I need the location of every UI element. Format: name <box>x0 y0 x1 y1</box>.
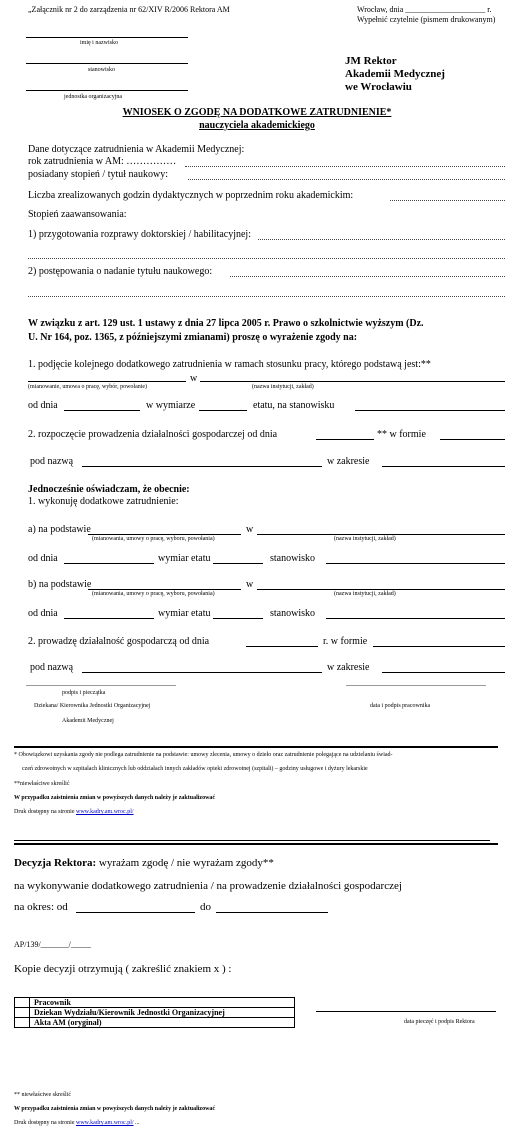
bottom-print-tail: ... <box>133 1120 140 1126</box>
addressee-line-2: Akademii Medycznej <box>345 68 445 80</box>
print-url-link[interactable]: www.kadry.am.wroc.pl/ <box>76 809 134 815</box>
copies-checkbox-dean[interactable] <box>15 1008 30 1018</box>
request-text-line-1: W związku z art. 129 ust. 1 ustawy z dnia 27 lipca 2005 r. Prawo o szkolnictwie wyższym (Dz. <box>28 318 424 329</box>
copies-label: Kopie decyzji otrzymują ( zakreślić znakiem x ) : <box>14 963 232 975</box>
print-availability-label: Druk dostępny na stronie <box>14 809 75 815</box>
addressee-line-3: we Wrocławiu <box>345 81 412 93</box>
copies-checkbox-employee[interactable] <box>15 998 30 1008</box>
business-form-label: ** w formie <box>377 429 426 440</box>
dean-signature-line[interactable] <box>26 685 176 686</box>
request-item-2: 2. rozpoczęcie prowadzenia działalności gospodarczej od dnia <box>28 429 278 440</box>
footnote-2: **niewłaściwe skreślić <box>14 781 70 787</box>
declaration-name-field[interactable] <box>82 672 322 673</box>
position-line[interactable] <box>26 63 188 64</box>
copies-row <box>15 998 295 1008</box>
declaration-b-basis-field[interactable] <box>88 589 241 590</box>
decision-reference: AP/139/_______/_____ <box>14 940 91 949</box>
declaration-item-1: 1. wykonuję dodatkowe zatrudnienie: <box>28 496 179 507</box>
degree-field[interactable] <box>188 179 505 180</box>
request-from-label: od dnia <box>28 400 58 411</box>
declaration-b-label: b) na podstawie <box>28 579 92 590</box>
declaration-business-form-label: r. w formie <box>323 636 368 647</box>
unit-line[interactable] <box>26 90 188 91</box>
teaching-hours-field[interactable] <box>390 200 505 201</box>
request-position-field[interactable] <box>355 410 505 411</box>
footnote-1-line-2: czeń zdrowotnych w szpitalach klinicznych lub oddziałach innych zakładów opieki zdrowotnej (szpitali) – godziny usługowe i dyżury lekarskie <box>22 766 368 772</box>
bottom-note-2: W przypadku zaistnienia zmian w powyższych danych należy je zaktualizować <box>14 1106 216 1112</box>
employment-year-label: rok zatrudnienia w AM: …………… <box>28 156 177 167</box>
position-caption: stanowisko <box>88 67 115 73</box>
request-w-label: w <box>190 373 198 384</box>
progress-dissertation-field[interactable] <box>258 239 505 240</box>
request-item-1: 1. podjęcie kolejnego dodatkowego zatrudnienia w ramach stosunku pracy, którego podstawą jest:** <box>28 359 431 370</box>
declaration-b-position-field[interactable] <box>326 618 505 619</box>
footnote-1-line-1: * Obowiązkowi uzyskania zgody nie podlega zatrudnienie na podstawie: umowy zlecenia, umowy o dzieło oraz zatrudnienie polegające na udzielaniu świad- <box>14 752 393 758</box>
period-from-field[interactable] <box>76 912 195 913</box>
declaration-a-label: a) na podstawie <box>28 524 91 535</box>
bottom-note-1: ** niewłaściwe skreślić <box>14 1092 71 1098</box>
employment-data-heading: Dane dotyczące zatrudnienia w Akademii Medycznej: <box>28 144 245 155</box>
business-name-label: pod nazwą <box>30 456 74 467</box>
request-basis-line[interactable] <box>28 381 186 382</box>
fill-instruction: Wypełnić czytelnie (pismem drukowanym) <box>357 15 496 24</box>
business-form-field[interactable] <box>440 439 505 440</box>
request-text-line-2: U. Nr 164, poz. 1365, z późniejszymi zmianami) proszę o wyrażenie zgody na: <box>28 332 358 343</box>
declaration-b-institution-hint: (nazwa instytucji, zakład) <box>334 591 396 597</box>
declaration-a-w: w <box>246 524 254 535</box>
period-to-field[interactable] <box>216 912 328 913</box>
declaration-a-fte-label: wymiar etatu <box>158 553 211 564</box>
period-from-label: na okres: od <box>14 901 68 913</box>
request-fte-field[interactable] <box>199 410 247 411</box>
employee-signature-line[interactable] <box>346 685 486 686</box>
print-availability <box>14 809 134 815</box>
business-name-field[interactable] <box>82 466 322 467</box>
form-title: WNIOSEK O ZGODĘ NA DODATKOWE ZATRUDNIENIE* <box>122 107 392 118</box>
declaration-b-fte-field[interactable] <box>213 618 263 619</box>
name-line[interactable] <box>26 37 188 38</box>
bottom-print-label: Druk dostępny na stronie <box>14 1120 75 1126</box>
declaration-a-institution-hint: (nazwa instytucji, zakład) <box>334 536 396 542</box>
declaration-business-form-field[interactable] <box>373 646 505 647</box>
copies-recipient-label: Dziekan Wydziału/Kierownik Jednostki Organizacyjnej <box>30 1008 295 1018</box>
declaration-scope-field[interactable] <box>382 672 505 673</box>
business-scope-field[interactable] <box>382 466 505 467</box>
dean-signature-caption: podpis i pieczątka <box>62 690 106 696</box>
declaration-b-fte-label: wymiar etatu <box>158 608 211 619</box>
declaration-a-basis-field[interactable] <box>88 534 241 535</box>
request-from-field[interactable] <box>64 410 140 411</box>
decision-separator-thin <box>14 840 490 841</box>
declaration-a-position-field[interactable] <box>326 563 505 564</box>
dean-signature-role: Dziekana/ Kierownika Jednostki Organizacyjnej <box>34 703 151 709</box>
declaration-a-institution-field[interactable] <box>257 534 505 535</box>
declaration-b-w: w <box>246 579 254 590</box>
request-position-label: etatu, na stanowisku <box>253 400 335 411</box>
copies-recipient-label: Pracownik <box>30 998 295 1008</box>
teaching-hours-label: Liczba zrealizowanych godzin dydaktycznych w poprzednim roku akademickim: <box>28 190 354 201</box>
declaration-business-start-field[interactable] <box>246 646 318 647</box>
annex-reference: „Załącznik nr 2 do zarządzenia nr 62/XIV R/2006 Rektora AM <box>28 5 230 14</box>
name-caption: imię i nazwisko <box>80 40 118 46</box>
bottom-print-availability <box>14 1120 140 1126</box>
copies-checkbox-archive[interactable] <box>15 1018 30 1028</box>
declaration-name-label: pod nazwą <box>30 662 74 673</box>
copies-row <box>15 1008 295 1018</box>
degree-label: posiadany stopień / tytuł naukowy: <box>28 169 168 180</box>
rector-decision-text: wyrażam zgodę / nie wyrażam zgody** <box>96 857 274 869</box>
request-institution-hint: (nazwa instytucji, zakład) <box>252 384 314 390</box>
rector-signature-line[interactable] <box>316 1011 496 1012</box>
form-subtitle: nauczyciela akademickiego <box>199 120 315 131</box>
employee-signature-caption: data i podpis pracownika <box>370 703 431 709</box>
declaration-b-from-field[interactable] <box>64 618 154 619</box>
progress-title-field-2[interactable] <box>28 296 505 297</box>
copies-row <box>15 1018 295 1028</box>
progress-label: Stopień zaawansowania: <box>28 209 127 220</box>
request-institution-line[interactable] <box>200 381 505 382</box>
declaration-item-2: 2. prowadzę działalność gospodarczą od dnia <box>28 636 210 647</box>
declaration-a-position-label: stanowisko <box>270 553 315 564</box>
dean-signature-institution: Akademii Medycznej <box>62 718 114 724</box>
declaration-a-from-label: od dnia <box>28 553 58 564</box>
business-scope-label: w zakresie <box>327 456 370 467</box>
bottom-print-url-link[interactable]: www.kadry.am.wroc.pl/ <box>76 1120 134 1126</box>
declaration-b-from-label: od dnia <box>28 608 58 619</box>
declaration-b-position-label: stanowisko <box>270 608 315 619</box>
copies-table <box>14 997 295 1028</box>
city-date-field[interactable]: Wrocław, dnia ____________________ r. <box>357 5 492 14</box>
rector-signature-caption: data pieczęć i podpis Rektora <box>404 1019 475 1025</box>
employment-year-field[interactable] <box>185 166 505 167</box>
rector-decision-label: Decyzja Rektora: <box>14 857 97 869</box>
addressee-line-1: JM Rektor <box>345 55 397 67</box>
request-fte-label: w wymiarze <box>146 400 196 411</box>
unit-caption: jednostka organizacyjna <box>64 94 123 100</box>
rector-decision <box>14 857 274 869</box>
declaration-a-fte-field[interactable] <box>213 563 263 564</box>
declaration-heading: Jednocześnie oświadczam, że obecnie: <box>28 484 190 495</box>
declaration-b-basis-hint: (mianowania, umowy o pracę, wyboru, powołania) <box>92 591 215 597</box>
progress-title-field[interactable] <box>230 276 505 277</box>
business-start-field[interactable] <box>316 439 374 440</box>
declaration-scope-label: w zakresie <box>327 662 370 673</box>
copies-recipient-label: Akta AM (oryginał) <box>30 1018 295 1028</box>
footnote-separator <box>14 746 498 748</box>
decision-scope-text: na wykonywanie dodatkowego zatrudnienia / na prowadzenie działalności gospodarczej <box>14 880 402 892</box>
progress-dissertation-label: 1) przygotowania rozprawy doktorskiej / habilitacyjnej: <box>28 229 251 240</box>
request-basis-hint: (mianowanie, umowa o pracę, wybór, powołanie) <box>28 384 148 390</box>
footnote-3: W przypadku zaistnienia zmian w powyższych danych należy je zaktualizować <box>14 795 216 801</box>
period-to-label: do <box>200 901 211 913</box>
progress-dissertation-field-2[interactable] <box>28 258 505 259</box>
declaration-a-basis-hint: (mianowania, umowy o pracę, wyboru, powołania) <box>92 536 215 542</box>
decision-separator <box>14 843 498 845</box>
declaration-a-from-field[interactable] <box>64 563 154 564</box>
progress-title-label: 2) postępowania o nadanie tytułu naukowego: <box>28 266 213 277</box>
declaration-b-institution-field[interactable] <box>257 589 505 590</box>
